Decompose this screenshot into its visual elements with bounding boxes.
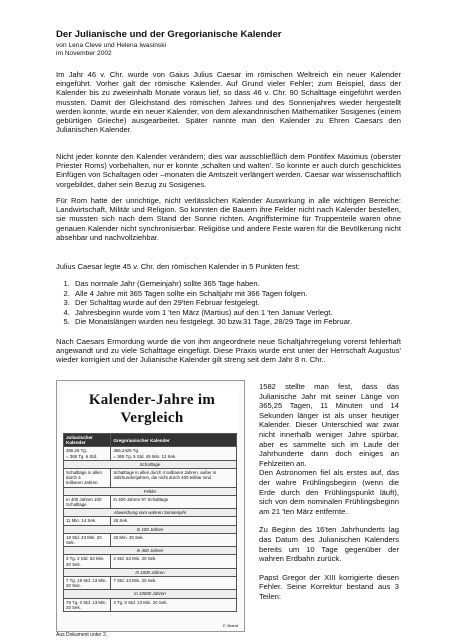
julian-cell: 78 Tg. 0 Std. 13 Min. 20 Sek. xyxy=(64,598,111,611)
five-points-list xyxy=(62,279,402,327)
figure-caption: Aus Dokument unter 2. xyxy=(56,632,108,638)
table-row xyxy=(64,509,237,517)
table-row xyxy=(64,460,237,468)
table-row xyxy=(64,577,237,590)
table-row xyxy=(64,533,237,546)
table-section-label: Fehler xyxy=(64,487,237,495)
document-title: Der Julianische und der Gregorianische Kalender xyxy=(56,29,282,40)
table-row xyxy=(64,517,237,525)
table-section-label: In 10000 Jahren xyxy=(64,590,237,598)
julian-cell: 365,25 Tg. = 365 Tg. 6 Std. xyxy=(64,447,111,460)
paragraph-16th-century: Zu Beginn des 16'ten Jahrhunderts lag das Datum des Julianischen Kalenders bereits um 10 Tage gegenüber der wahren Erdbahn zurück. xyxy=(259,525,399,564)
julian-cell: 11 Min. 14 Sek. xyxy=(64,517,111,525)
gregorian-cell: In 400 Jahren 97 Schalttage xyxy=(111,495,237,508)
table-row xyxy=(64,598,237,611)
table-section-label: In 400 Jahren xyxy=(64,547,237,555)
table-row xyxy=(64,495,237,508)
paragraph-pontifex: Nicht jeder konnte den Kalender verändern; dies war ausschließlich dem Pontifex Maximus (oberster Priester Roms) vorbehalten, nur er konnte ‚schalten und walten'. So konnte er auch durch geschicktes Einfügen von Schaltagen oder –monaten die Amtszeit verlängert werden. Caesar war wissenschaftlich vorgebildet, daher sein Bezug zu Sosigenes. xyxy=(56,152,401,189)
table-row xyxy=(64,590,237,598)
calendar-comparison-figure xyxy=(56,380,245,632)
gregorian-cell: 43 Min. 20 Sek. xyxy=(111,533,237,546)
table-section-label: In 1000 Jahren xyxy=(64,568,237,576)
list-item: 4. Jahresbeginn wurde vom 1 'ten März (Martius) auf den 1 'ten Januar Verlegt. xyxy=(72,308,402,318)
julian-cell: Schalttage in allen durch 4 teilbaren Jahren xyxy=(64,469,111,488)
julian-cell: 18 Std. 43 Min. 20 Sek. xyxy=(64,533,111,546)
table-row xyxy=(64,487,237,495)
table-row xyxy=(64,568,237,576)
column-header-gregorian: Gregorianischer Kalender xyxy=(111,434,237,447)
list-item: 2. Alle 4 Jahre mit 365 Tagen sollte ein Schaltjahr mit 366 Tagen folgen. xyxy=(72,289,402,299)
table-row xyxy=(64,555,237,568)
figure-credit: F. Brand xyxy=(223,623,238,628)
right-column xyxy=(259,382,399,610)
gregorian-cell: Schalttage in allen durch 4 teilbaren Jahren, außer in Jahrhundertjahren, die nicht durch 400 teilbar sind xyxy=(111,469,237,488)
list-item: 3. Der Schalttag wurde auf den 29'ten Februar festgelegt. xyxy=(72,298,402,308)
table-row xyxy=(64,447,237,460)
julian-cell: In 400 Jahren 100 Schalttage xyxy=(64,495,111,508)
table-section-label: In 100 Jahren xyxy=(64,525,237,533)
date-line: im November 2002 xyxy=(56,50,112,57)
paragraph-after-caesar: Nach Caesars Ermordung wurde die von ihm angeordnete neue Schaltjahrregelung vorerst fehlerhaft angewandt und zu viele Schalttage eingefügt. Diese Praxis wurde erst unter der Herrschaft Augustus' wieder korrigiert und der Julianische Kalender gilt streng seit dem Jahr 8 n. Chr.. xyxy=(56,337,401,365)
julian-cell: 3 Tg. 2 Std. 53 Min. 20 Sek. xyxy=(64,555,111,568)
gregorian-cell: 26 Sek. xyxy=(111,517,237,525)
paragraph-1582: 1582 stellte man fest, dass das Julianische Jahr mit seiner Länge von 365,25 Tagen, 11 Minuten und 14 Sekunden länger ist als unser heutiger Kalender. Dieser Unterschied war zwar nicht innerhalb weniger Jahre spürbar, aber es sammelte sich im Laufe der Jahrhunderte dann doch einiges an Fehlzeiten an. Den Astronomen fiel als erstes auf, das der wahre Frühlingsbeginn (wenn die Erde durch den Frühlingspunkt läuft), sich von dem nominalen Frühlingsbeginn am 21 'ten März entfernte. xyxy=(259,382,399,516)
table-section-label: Abweichung vom wahren Sonnenjahr xyxy=(64,509,237,517)
list-item: 1. Das normale Jahr (Gemeinjahr) sollte 365 Tage haben. xyxy=(72,279,402,289)
column-header-julian: Julianischer Kalender xyxy=(64,434,111,447)
paragraph-rome-effects: Für Rom hatte der unrichtige, nicht verlässlichen Kalender Auswirkung in alle wichtigen Bereiche: Landwirtschaft, Militär und Religion. So konnten die Bauern ihre Felder nicht nach Kalender bestellen, sie mussten sich nach dem Stand der Sonne richten. Angriffstermine für Truppenteile waren ohne genauen Kalender nicht synchronisierbar. Religiöse und andere Feste waren für die Bevölkerung nicht absehbar und nachvollziehbar. xyxy=(56,196,401,242)
table-row xyxy=(64,525,237,533)
table-row xyxy=(64,469,237,488)
julian-cell: 7 Tg. 19 Std. 13 Min. 20 Sek. xyxy=(64,577,111,590)
gregorian-cell: 365,2425 Tg. = 365 Tg. 5 Std. 49 Min. 12 Sek. xyxy=(111,447,237,460)
table-row xyxy=(64,547,237,555)
paragraph-five-points: Julius Caesar legte 45 v. Chr. den römischen Kalender in 5 Punkten fest: xyxy=(56,262,300,271)
figure-header xyxy=(63,385,239,433)
authors-line: von Lena Cleve und Helena Iwasinski xyxy=(56,42,166,49)
paragraph-gregor: Papst Gregor der XIII korrigierte diesen Fehler. Seine Korrektur bestand aus 3 Teilen: xyxy=(259,572,399,601)
table-section-label: Schalttage xyxy=(64,460,237,468)
gregorian-cell: 3 Tg. 0 Std. 13 Min. 20 Sek. xyxy=(111,598,237,611)
figure-title: Kalender-Jahre im Vergleich xyxy=(88,392,216,426)
list-item: 5. Die Monatslängen wurden neu festgelegt. 30 bzw.31 Tage, 28/29 Tage im Februar. xyxy=(72,317,402,327)
gregorian-cell: 7 Std. 13 Min. 20 Sek. xyxy=(111,577,237,590)
gregorian-cell: 2 Std. 53 Min. 20 Sek. xyxy=(111,555,237,568)
paragraph-intro: Im Jahr 46 v. Chr. wurde von Gaius Julius Caesar im römischen Weltreich ein neuer Kalender eingeführt. Vorher galt der römische Kalender. Auf Grund vieler Fehler; zum Beispiel, dass der Kalender bis zu zweieinhalb Monate voraus lief, so dass 46 v. Chr. 90 Schalttage eingeführt werden mussten. Damit der Gleichstand des römischen Jahres und des Sonnenjahres wieder hergestellt werden konnte, wurde ein neuer Kalender, von dem alexandrinischen Mathematiker Sosigenes (einem gebürtigen Grieche) ausgearbeitet. Später nannte man den Kalender zu Ehren Caesars den Julianischen Kalender. xyxy=(56,70,401,135)
comparison-table xyxy=(63,433,237,612)
